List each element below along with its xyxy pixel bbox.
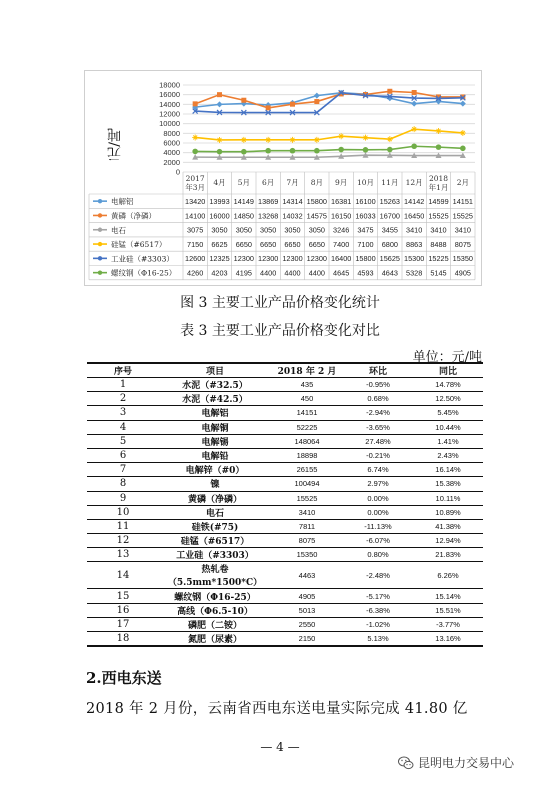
row-yoy: -3.77% [413, 617, 483, 631]
data-label: 15525 [428, 211, 449, 221]
row-yoy: 10.89% [413, 505, 483, 519]
row-item: 氮肥（尿素） [159, 632, 271, 647]
data-label: 3475 [357, 225, 374, 235]
data-label: 12325 [209, 254, 230, 264]
data-point [436, 144, 442, 150]
data-label: 15300 [404, 254, 425, 264]
y-tick-label: 6000 [163, 138, 180, 148]
data-label: 4645 [333, 268, 350, 278]
data-label: 7100 [357, 239, 374, 249]
table-row [87, 406, 483, 420]
table-header-row [87, 363, 483, 378]
table-row [87, 548, 483, 562]
y-axis-label: 元/吨 [107, 128, 123, 161]
data-point [290, 102, 295, 107]
row-index: 18 [87, 632, 159, 647]
row-yoy: 12.50% [413, 392, 483, 406]
data-point [460, 101, 466, 107]
row-price: 18898 [271, 448, 343, 462]
header-price: 2018 年 2 月 [271, 363, 343, 378]
row-mom: -11.13% [343, 519, 413, 533]
data-label: 6625 [211, 239, 228, 249]
unit-label: 单位：元/吨 [412, 350, 482, 365]
header-yoy: 同比 [413, 363, 483, 378]
legend-marker [98, 213, 102, 217]
x-tick-label: 4月 [213, 178, 226, 187]
data-point [265, 137, 271, 143]
legend-marker [98, 256, 102, 260]
row-mom: -3.65% [343, 420, 413, 434]
data-label: 7400 [333, 239, 350, 249]
row-price: 7811 [271, 519, 343, 533]
data-label: 3410 [454, 225, 471, 235]
data-point [217, 92, 222, 97]
data-label: 4400 [284, 268, 301, 278]
header-index: 序号 [87, 363, 159, 378]
row-yoy: 1.41% [413, 434, 483, 448]
data-label: 6650 [260, 239, 277, 249]
data-label: 14314 [282, 196, 303, 206]
data-label: 16450 [404, 211, 425, 221]
row-yoy: 6.26% [413, 562, 483, 589]
row-yoy: 10.44% [413, 420, 483, 434]
row-price: 2150 [271, 632, 343, 647]
x-tick-label: 5月 [237, 178, 250, 187]
data-point [290, 148, 296, 154]
data-label: 4195 [235, 268, 252, 278]
data-label: 3050 [284, 225, 301, 235]
row-price: 14151 [271, 406, 343, 420]
price-line-chart [85, 71, 483, 287]
row-index: 17 [87, 617, 159, 631]
row-index: 3 [87, 406, 159, 420]
row-item: 水泥（#32.5） [159, 378, 271, 392]
legend-label: 硅锰（#6517） [111, 240, 167, 250]
data-label: 12300 [306, 254, 327, 264]
data-label: 7150 [187, 239, 204, 249]
data-point [387, 147, 393, 153]
x-tick-label: 11月 [381, 178, 399, 187]
row-item: 电解锌（#0） [159, 463, 271, 477]
data-label: 3410 [406, 225, 423, 235]
data-point [241, 98, 246, 103]
row-item: 电解铅 [159, 448, 271, 462]
row-item: 磷肥（二铵） [159, 617, 271, 631]
y-tick-label: 12000 [159, 109, 180, 119]
y-tick-label: 18000 [159, 80, 180, 90]
table-row [87, 420, 483, 434]
row-item [159, 562, 271, 589]
row-price: 8075 [271, 534, 343, 548]
data-label: 14149 [233, 196, 254, 206]
y-tick-label: 0 [175, 167, 180, 177]
row-yoy: 21.83% [413, 548, 483, 562]
row-price: 148064 [271, 434, 343, 448]
legend-label: 电石 [111, 225, 126, 235]
data-label: 3050 [260, 225, 277, 235]
row-mom: -2.94% [343, 406, 413, 420]
row-yoy: 41.38% [413, 519, 483, 533]
row-index: 14 [87, 562, 159, 589]
row-mom: -0.21% [343, 448, 413, 462]
data-point [412, 90, 417, 95]
x-tick-label: 7月 [286, 178, 299, 187]
data-label: 16381 [331, 196, 352, 206]
data-label: 5328 [406, 268, 423, 278]
data-label: 6800 [381, 239, 398, 249]
row-item: 硅铁(#75) [159, 519, 271, 533]
row-yoy: 2.43% [413, 448, 483, 462]
table-caption: 表 3 主要工业产品价格变化对比 [180, 323, 380, 339]
data-label: 3075 [187, 225, 204, 235]
data-point [363, 147, 369, 153]
data-label: 3410 [430, 225, 447, 235]
data-label: 16000 [209, 211, 230, 221]
row-item: 螺纹钢（Φ16-25） [159, 589, 271, 603]
data-point [193, 101, 198, 106]
data-label: 4203 [211, 268, 228, 278]
row-price: 4463 [271, 562, 343, 589]
row-yoy: 13.16% [413, 632, 483, 647]
row-yoy: 14.78% [413, 378, 483, 392]
data-label: 12300 [258, 254, 279, 264]
row-index: 12 [87, 534, 159, 548]
row-index: 9 [87, 491, 159, 505]
row-index: 2 [87, 392, 159, 406]
row-index: 4 [87, 420, 159, 434]
y-tick-label: 8000 [163, 128, 180, 138]
row-price: 4905 [271, 589, 343, 603]
row-price: 15525 [271, 491, 343, 505]
data-label: 14100 [185, 211, 206, 221]
row-yoy: 10.11% [413, 491, 483, 505]
data-label: 8075 [454, 239, 471, 249]
data-label: 16150 [331, 211, 352, 221]
legend-label: 电解铝 [111, 197, 134, 207]
data-label: 3050 [235, 225, 252, 235]
table-row [87, 519, 483, 533]
row-mom: -5.17% [343, 589, 413, 603]
data-point [411, 101, 417, 107]
table-row [87, 562, 483, 589]
row-item: 电解锡 [159, 434, 271, 448]
row-mom: -2.48% [343, 562, 413, 589]
series-line [195, 155, 463, 157]
header-item: 项目 [159, 363, 271, 378]
data-point [338, 133, 344, 139]
data-label: 14575 [306, 211, 327, 221]
data-point [387, 136, 393, 142]
header-mom: 环比 [343, 363, 413, 378]
data-label: 3455 [381, 225, 398, 235]
data-label: 14850 [233, 211, 254, 221]
row-price: 5013 [271, 603, 343, 617]
body-paragraph: 2018 年 2 月份，云南省西电东送电量实际完成 41.80 亿 [86, 701, 468, 717]
data-label: 15800 [355, 254, 376, 264]
data-label: 15625 [379, 254, 400, 264]
data-point [411, 143, 417, 149]
row-mom: 0.80% [343, 548, 413, 562]
data-point [460, 130, 466, 136]
table-row [87, 392, 483, 406]
row-item: 工业硅（#3303） [159, 548, 271, 562]
row-index: 8 [87, 477, 159, 491]
legend-marker [98, 228, 102, 232]
data-label: 16033 [355, 211, 376, 221]
x-tick-label: 6月 [262, 178, 275, 187]
y-tick-label: 2000 [163, 157, 180, 167]
data-point [411, 126, 417, 132]
row-mom: -0.95% [343, 378, 413, 392]
wechat-icon [398, 756, 414, 770]
data-label: 14032 [282, 211, 303, 221]
series-line [195, 129, 463, 140]
y-tick-label: 16000 [159, 90, 180, 100]
table-row [87, 491, 483, 505]
data-point [241, 137, 247, 143]
row-index: 16 [87, 603, 159, 617]
data-point [266, 105, 271, 110]
data-label: 15800 [306, 196, 327, 206]
row-price: 435 [271, 378, 343, 392]
table-row [87, 589, 483, 603]
data-label: 3050 [211, 225, 228, 235]
row-mom: 0.00% [343, 491, 413, 505]
data-point [314, 137, 320, 143]
table-row [87, 378, 483, 392]
row-yoy: 5.45% [413, 406, 483, 420]
data-label: 15525 [452, 211, 473, 221]
y-tick-label: 14000 [159, 99, 180, 109]
data-label: 4400 [308, 268, 325, 278]
y-tick-label: 4000 [163, 148, 180, 158]
table-row [87, 477, 483, 491]
data-label: 15225 [428, 254, 449, 264]
watermark-text: 昆明电力交易中心 [418, 756, 515, 770]
data-label: 15350 [452, 254, 473, 264]
row-yoy: 15.14% [413, 589, 483, 603]
row-price: 3410 [271, 505, 343, 519]
table-row [87, 617, 483, 631]
data-point [217, 149, 223, 155]
row-mom: -6.38% [343, 603, 413, 617]
data-label: 8863 [406, 239, 423, 249]
data-label: 14151 [452, 196, 473, 206]
x-tick-label: 12月 [405, 178, 423, 187]
row-mom: 2.97% [343, 477, 413, 491]
x-tick-label: 2月 [456, 178, 469, 187]
series-line [195, 146, 463, 151]
table-row [87, 505, 483, 519]
legend-marker [98, 242, 102, 246]
row-item: 电石 [159, 505, 271, 519]
row-item-line2: （5.5mm*1500*C） [167, 578, 263, 589]
data-label: 6650 [284, 239, 301, 249]
data-label: 6650 [235, 239, 252, 249]
data-label: 16700 [379, 211, 400, 221]
row-price: 2550 [271, 617, 343, 631]
data-label: 4905 [454, 268, 471, 278]
x-tick-label: 9月 [335, 178, 348, 187]
data-label: 13268 [258, 211, 279, 221]
y-tick-label: 10000 [159, 119, 180, 129]
row-item: 黄磷（净磷） [159, 491, 271, 505]
row-item: 高线（Φ6.5-10） [159, 603, 271, 617]
data-label: 16100 [355, 196, 376, 206]
table-row [87, 534, 483, 548]
data-label: 13869 [258, 196, 279, 206]
legend-label: 黄磷（净磷） [111, 211, 156, 221]
row-index: 15 [87, 589, 159, 603]
data-label: 4260 [187, 268, 204, 278]
row-price: 26155 [271, 463, 343, 477]
data-label: 14599 [428, 196, 449, 206]
row-mom: 6.74% [343, 463, 413, 477]
data-label: 4593 [357, 268, 374, 278]
row-index: 13 [87, 548, 159, 562]
row-item: 电解铝 [159, 406, 271, 420]
row-yoy: 16.14% [413, 463, 483, 477]
data-point [314, 93, 320, 99]
legend-marker [98, 270, 102, 274]
data-point [460, 145, 466, 151]
watermark [398, 754, 514, 771]
legend-marker [98, 199, 102, 203]
row-index: 11 [87, 519, 159, 533]
data-point [387, 89, 392, 94]
x-tick-label: 2018 [428, 174, 449, 183]
x-tick-label: 10月 [356, 178, 375, 187]
chart-container [84, 70, 482, 286]
data-point [217, 137, 223, 143]
row-mom: 0.00% [343, 505, 413, 519]
row-mom: -1.02% [343, 617, 413, 631]
table-row [87, 603, 483, 617]
data-label: 12300 [282, 254, 303, 264]
page-number: — 4 — [260, 740, 300, 754]
row-index: 5 [87, 434, 159, 448]
row-price: 15350 [271, 548, 343, 562]
data-point [314, 99, 319, 104]
row-price: 450 [271, 392, 343, 406]
legend-label: 工业硅（#3303） [111, 254, 174, 264]
data-point [265, 148, 271, 154]
data-label: 8488 [430, 239, 447, 249]
x-tick-label: 8月 [310, 178, 323, 187]
data-point [338, 147, 344, 153]
data-label: 12600 [185, 254, 206, 264]
data-label: 16400 [331, 254, 352, 264]
row-price: 100494 [271, 477, 343, 491]
row-mom: -6.07% [343, 534, 413, 548]
x-tick-label: 年3月 [185, 183, 206, 192]
legend-label: 螺纹钢（Φ16-25） [111, 268, 177, 278]
row-mom: 0.68% [343, 392, 413, 406]
data-point [314, 148, 320, 154]
row-item: 水泥（#42.5） [159, 392, 271, 406]
price-comparison-table [87, 362, 483, 647]
row-item: 电解铜 [159, 420, 271, 434]
row-yoy: 12.94% [413, 534, 483, 548]
row-index: 6 [87, 448, 159, 462]
row-mom: 5.13% [343, 632, 413, 647]
row-index: 1 [87, 378, 159, 392]
data-label: 12300 [233, 254, 254, 264]
data-label: 14142 [404, 196, 425, 206]
row-index: 10 [87, 505, 159, 519]
x-tick-label: 2017 [185, 174, 205, 183]
data-label: 13993 [209, 196, 230, 206]
data-label: 13420 [185, 196, 206, 206]
row-index: 7 [87, 463, 159, 477]
data-label: 5145 [430, 268, 447, 278]
row-yoy: 15.51% [413, 603, 483, 617]
data-label: 6650 [308, 239, 325, 249]
row-mom: 27.48% [343, 434, 413, 448]
row-yoy: 15.38% [413, 477, 483, 491]
row-item: 硅锰（#6517） [159, 534, 271, 548]
row-item-line1: 热轧卷 [201, 565, 229, 576]
data-point [192, 149, 198, 155]
table-row [87, 632, 483, 647]
figure-caption: 图 3 主要工业产品价格变化统计 [180, 295, 380, 311]
data-label: 3050 [308, 225, 325, 235]
data-point [217, 101, 223, 107]
table-row [87, 448, 483, 462]
data-point [290, 137, 296, 143]
section-heading: 2.西电东送 [86, 669, 162, 687]
row-price: 52225 [271, 420, 343, 434]
data-label: 15263 [379, 196, 400, 206]
data-point [192, 134, 198, 140]
data-label: 3246 [333, 225, 350, 235]
data-point [241, 149, 247, 155]
table-row [87, 434, 483, 448]
data-point [363, 135, 369, 141]
data-label: 4643 [381, 268, 398, 278]
x-tick-label: 年1月 [428, 183, 449, 192]
row-item: 镍 [159, 477, 271, 491]
data-label: 4400 [260, 268, 277, 278]
table-row [87, 463, 483, 477]
